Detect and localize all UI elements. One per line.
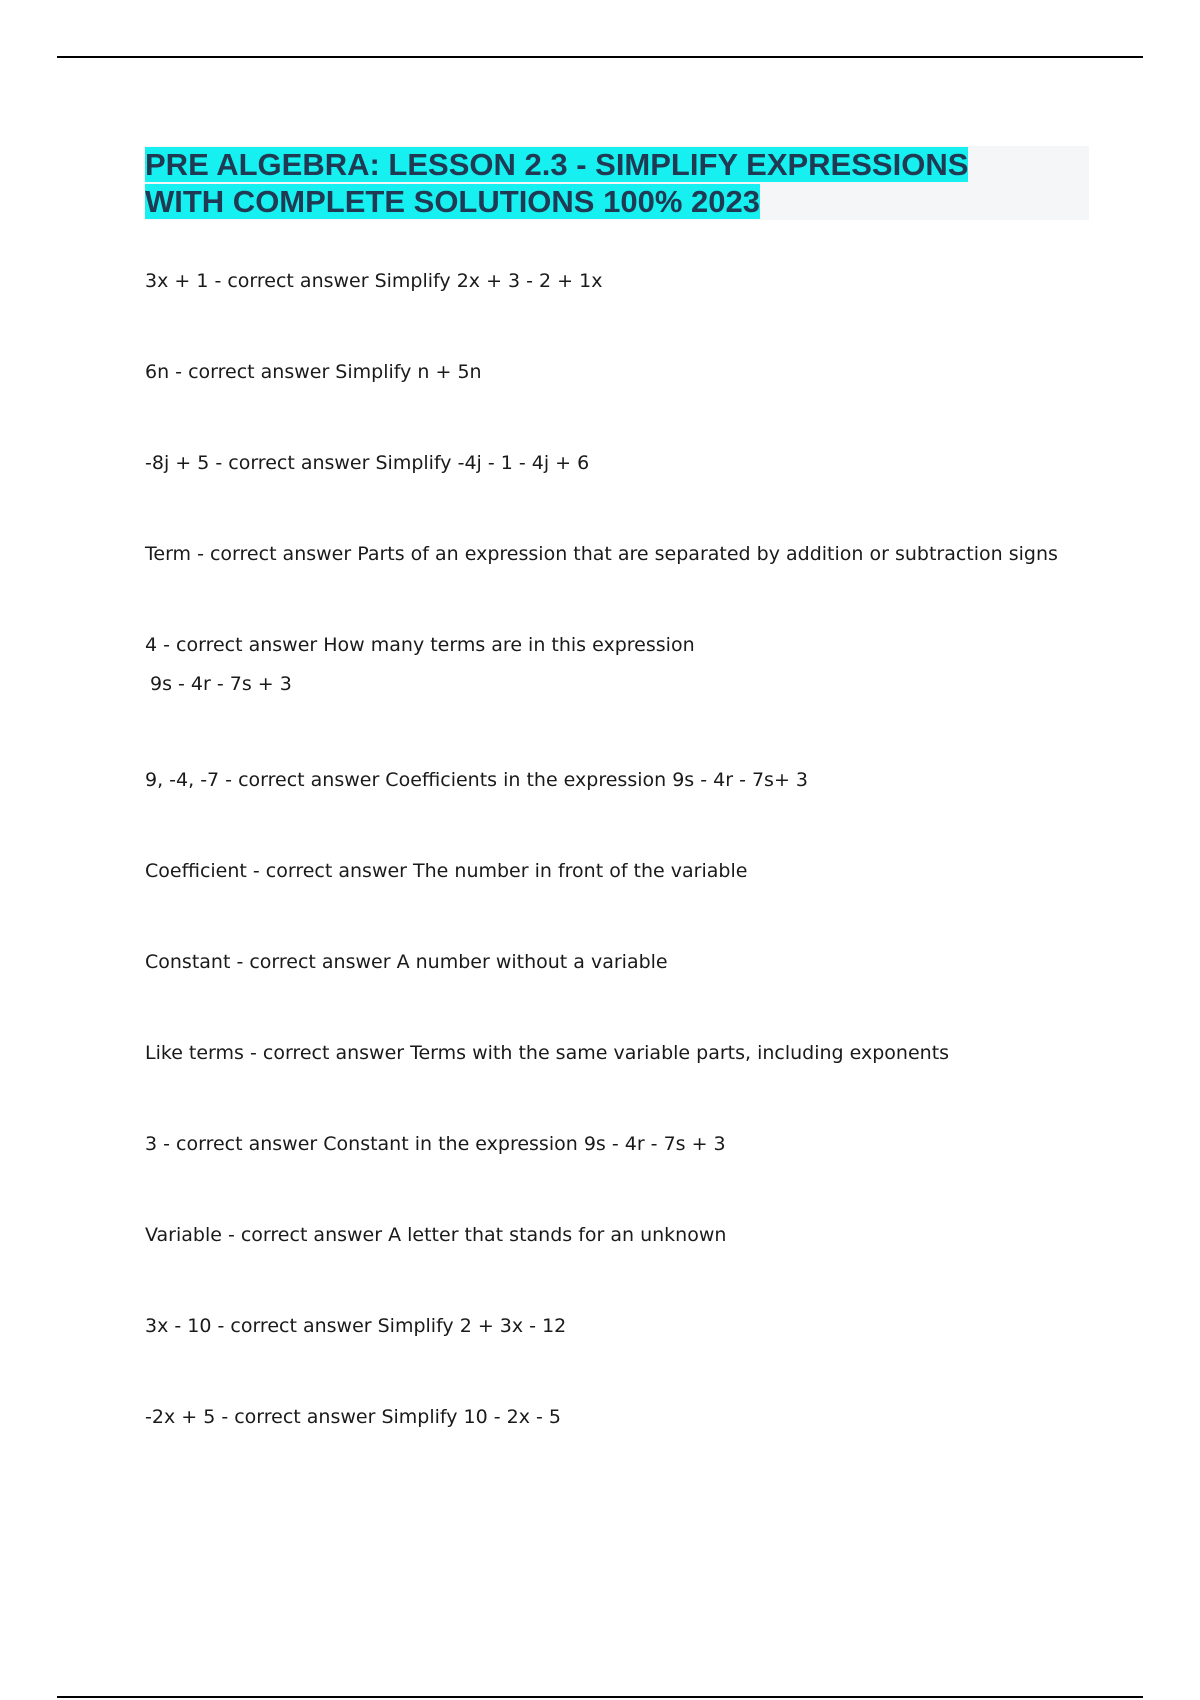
qa-item	[145, 1309, 1105, 1400]
qa-item	[145, 945, 1105, 1036]
qa-text: 4 - correct answer How many terms are in this expression	[145, 634, 695, 656]
qa-text: 9, -4, -7 - correct answer Coefficients in the expression 9s - 4r - 7s+ 3	[145, 769, 808, 791]
qa-item	[145, 763, 1105, 854]
qa-item	[145, 537, 1105, 628]
title-line-2: WITH COMPLETE SOLUTIONS 100% 2023	[145, 184, 760, 219]
qa-text: 3x + 1 - correct answer Simplify 2x + 3 - 2 + 1x	[145, 270, 603, 292]
qa-item	[145, 628, 1105, 763]
qa-text: 3 - correct answer Constant in the expression 9s - 4r - 7s + 3	[145, 1133, 726, 1155]
qa-item	[145, 1036, 1105, 1127]
qa-list	[145, 264, 1105, 1491]
qa-text: -8j + 5 - correct answer Simplify -4j - 1 - 4j + 6	[145, 452, 590, 474]
qa-text: 3x - 10 - correct answer Simplify 2 + 3x - 12	[145, 1315, 567, 1337]
qa-text: Term - correct answer Parts of an expression that are separated by addition or subtraction signs	[145, 543, 1058, 565]
qa-item	[145, 355, 1105, 446]
qa-item	[145, 446, 1105, 537]
top-rule	[57, 56, 1143, 58]
qa-item	[145, 1400, 1105, 1491]
qa-text: Coefficient - correct answer The number in front of the variable	[145, 860, 748, 882]
qa-text: -2x + 5 - correct answer Simplify 10 - 2x - 5	[145, 1406, 562, 1428]
qa-text: Variable - correct answer A letter that stands for an unknown	[145, 1224, 727, 1246]
qa-item	[145, 854, 1105, 945]
qa-text: Constant - correct answer A number without a variable	[145, 951, 668, 973]
qa-item	[145, 1218, 1105, 1309]
title-block	[145, 146, 1089, 220]
qa-item	[145, 264, 1105, 355]
qa-text: 6n - correct answer Simplify n + 5n	[145, 361, 482, 383]
qa-item	[145, 1127, 1105, 1218]
title-line-1: PRE ALGEBRA: LESSON 2.3 - SIMPLIFY EXPRESSIONS	[145, 147, 969, 182]
qa-text: Like terms - correct answer Terms with the same variable parts, including exponents	[145, 1042, 950, 1064]
document-title	[145, 146, 1089, 220]
bottom-rule	[57, 1696, 1143, 1698]
qa-subtext: 9s - 4r - 7s + 3	[150, 673, 292, 695]
